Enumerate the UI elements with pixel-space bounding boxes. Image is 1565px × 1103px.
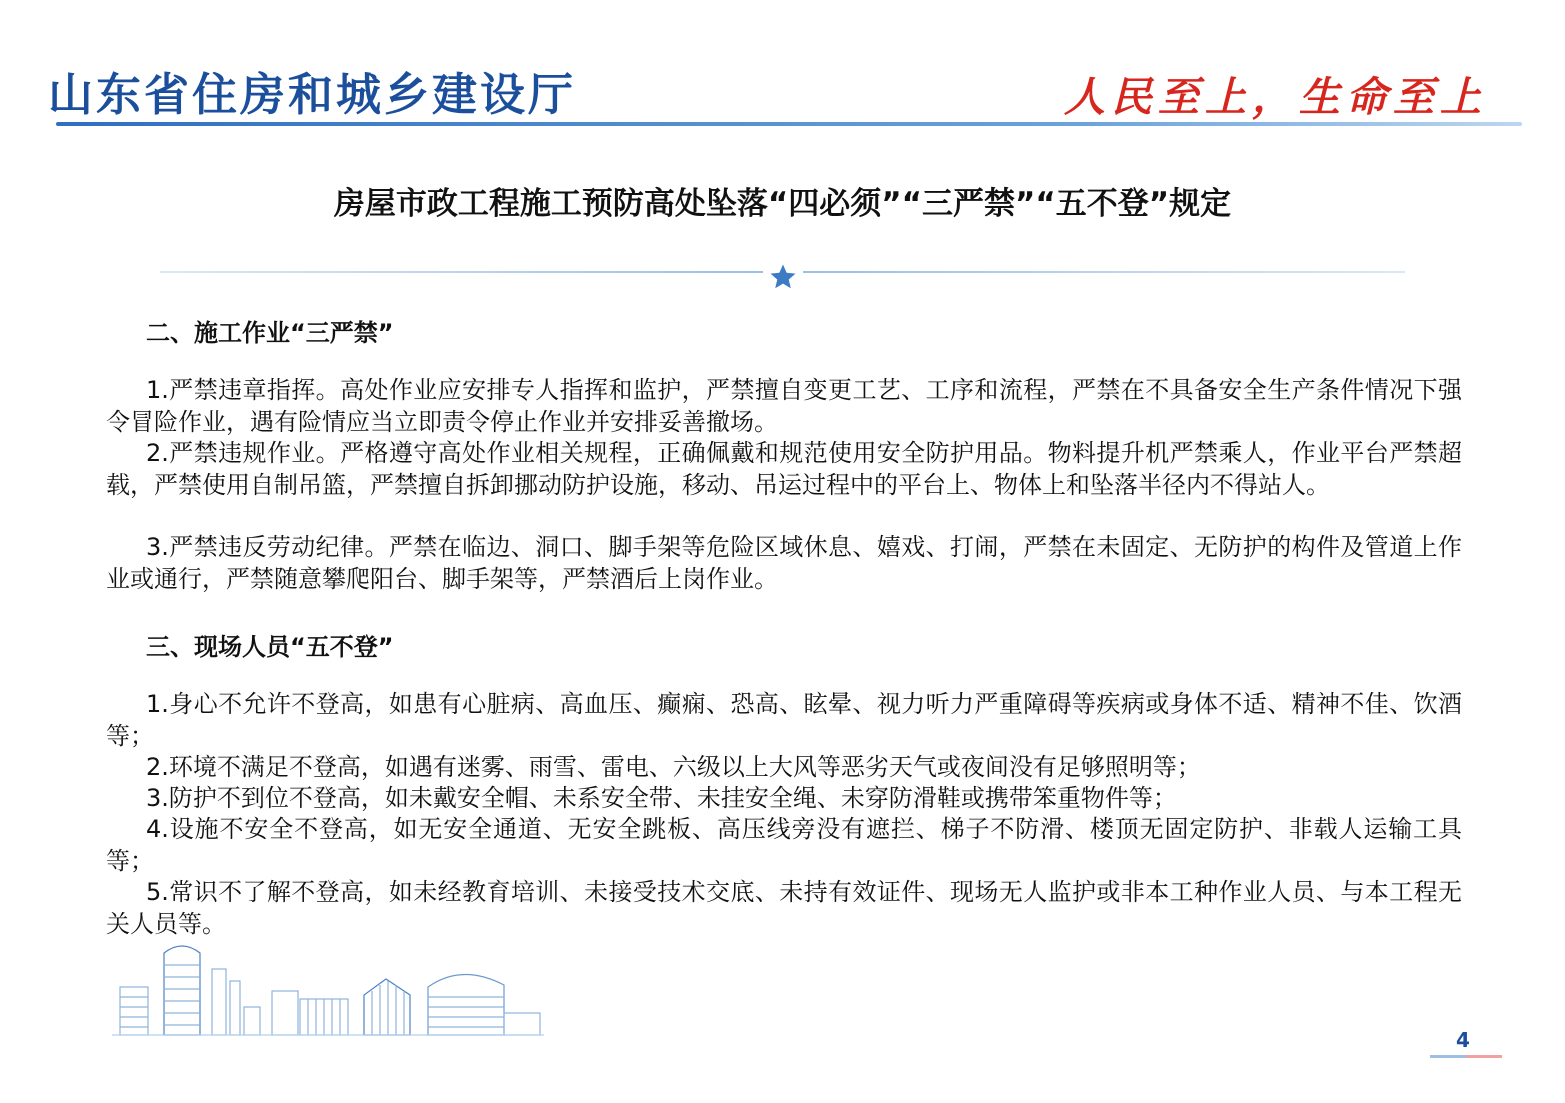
list-item: 5.常识不了解不登高，如未经教育培训、未接受技术交底、未持有效证件、现场无人监护或非本工种作业人员、与本工程无关人员等。 xyxy=(106,878,1462,938)
list-item: 2.严禁违规作业。严格遵守高处作业相关规程，正确佩戴和规范使用安全防护用品。物料提升机严禁乘人，作业平台严禁超载，严禁使用自制吊篮，严禁擅自拆卸挪动防护设施，移动、吊运过程中的平台上、物体上和坠落半径内不得站人。 xyxy=(106,439,1462,499)
list-item: 1.严禁违章指挥。高处作业应安排专人指挥和监护，严禁擅自变更工艺、工序和流程，严禁在不具备安全生产条件情况下强令冒险作业，遇有险情应当立即责令停止作业并安排妥善撤场。 xyxy=(106,376,1462,436)
section-heading-three-prohibitions: 二、施工作业“三严禁” xyxy=(146,319,394,347)
list-item: 3.防护不到位不登高，如未戴安全帽、未系安全带、未挂安全绳、未穿防滑鞋或携带笨重物件等； xyxy=(146,784,1177,812)
page-number: 4 xyxy=(1456,1028,1470,1052)
title-divider-left xyxy=(160,271,763,273)
org-title: 山东省住房和城乡建设厅 xyxy=(48,68,577,121)
star-icon xyxy=(768,262,798,292)
list-item: 1.身心不允许不登高，如患有心脏病、高血压、癫痫、恐高、眩晕、视力听力严重障碍等疾病或身体不适、精神不佳、饮酒等； xyxy=(106,690,1462,750)
list-item: 3.严禁违反劳动纪律。严禁在临边、洞口、脚手架等危险区域休息、嬉戏、打闹，严禁在未固定、无防护的构件及管道上作业或通行，严禁随意攀爬阳台、脚手架等，严禁酒后上岗作业。 xyxy=(106,533,1462,593)
list-item: 4.设施不安全不登高，如无安全通道、无安全跳板、高压线旁没有遮拦、梯子不防滑、楼顶无固定防护、非载人运输工具等； xyxy=(106,815,1462,875)
title-divider-right xyxy=(803,271,1405,273)
header-rule xyxy=(56,122,1522,126)
page-number-underline xyxy=(1430,1055,1502,1058)
section-heading-five-no-climb: 三、现场人员“五不登” xyxy=(146,633,394,661)
document-title: 房屋市政工程施工预防高处坠落“四必须”“三严禁”“五不登”规定 xyxy=(333,186,1232,222)
city-skyline-illustration xyxy=(112,935,544,1037)
slogan: 人民至上，生命至上 xyxy=(1064,73,1487,121)
list-item: 2.环境不满足不登高，如遇有迷雾、雨雪、雷电、六级以上大风等恶劣天气或夜间没有足够照明等； xyxy=(146,753,1201,781)
